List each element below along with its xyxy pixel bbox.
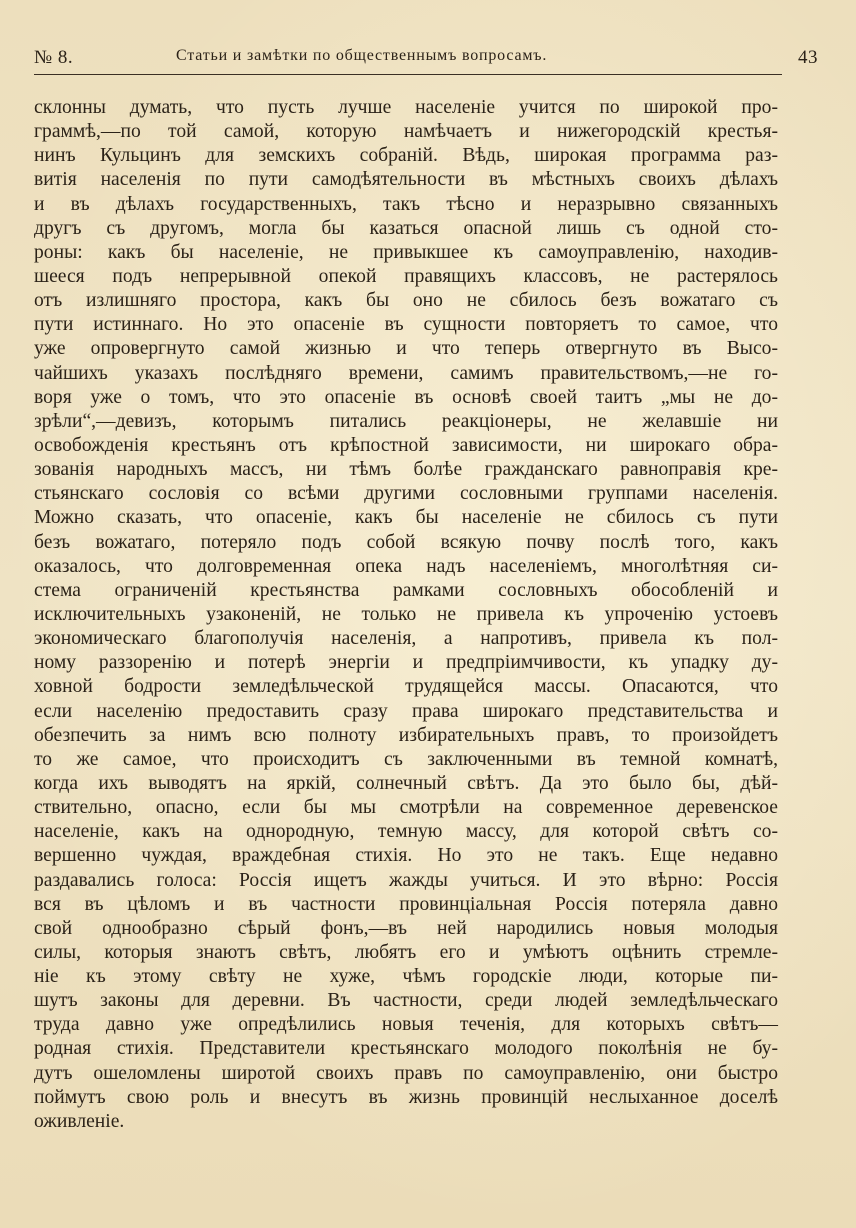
text-line: вершенно чуждая, враждебная стихія. Но это не такъ. Еще недавно [34,845,778,867]
text-line: ствительно, опасно, если бы мы смотрѣли на современное деревенское [34,797,778,819]
text-line: пути истиннаго. Но это опасеніе въ сущности повторяетъ то самое, что [34,314,778,336]
text-line: освобожденія крестьянъ отъ крѣпостной зависимости, ни широкаго обра- [34,434,778,456]
body-text [34,96,778,1134]
text-line: чайшихъ указахъ послѣдняго времени, самимъ правительствомъ,—не го- [34,362,778,384]
text-line: экономическаго благополучія населенія, а напротивъ, привела къ пол- [34,628,778,650]
running-header [34,44,818,75]
text-line: оживленіе. [34,1110,125,1132]
text-line: обезпечить за нимъ всю полноту избирательныхъ правъ, то произойдетъ [34,724,778,746]
text-line: граммѣ,—по той самой, которую намѣчаетъ и нижегородскій крестья- [34,121,778,143]
text-line: стема ограниченій крестьянства рамками сословныхъ обособленій и [34,579,778,601]
text-line: другъ съ другомъ, могла бы казаться опасной лишь съ одной сто- [34,217,778,239]
text-line: стьянскаго сословія со всѣми другими сословными группами населенія. [34,483,778,505]
issue-number: № 8. [34,47,74,68]
text-line: витія населенія по пути самодѣятельности въ мѣстныхъ своихъ дѣлахъ [34,169,778,191]
text-line: уже опровергнуто самой жизнью и что теперь отвергнуто въ Высо- [34,338,778,360]
page-number: 43 [798,47,818,68]
text-line: если населенію предоставить сразу права широкаго представительства и [34,700,778,722]
text-line: роны: какъ бы населеніе, не привыкшее къ самоуправленію, находив- [34,241,778,263]
text-line: поймутъ свою роль и внесутъ въ жизнь провинцій неслыханное доселѣ [34,1086,778,1108]
text-line: ніе къ этому свѣту не хуже, чѣмъ городскіе люди, которые пи- [34,966,778,988]
section-title: Статьи и замѣтки по общественнымъ вопросамъ. [176,47,548,64]
text-line: оказалось, что долговременная опека надъ населеніемъ, многолѣтняя си- [34,555,778,577]
text-line: труда давно уже опредѣлились новыя теченія, для которыхъ свѣтъ— [34,1014,778,1036]
text-line: когда ихъ выводятъ на яркій, солнечный свѣтъ. Да это было бы, дѣй- [34,772,778,794]
text-line: шееся подъ непрерывной опекой правящихъ классовъ, не растерялось [34,265,778,287]
text-line: ному раззоренію и потерѣ энергіи и предпріимчивости, къ упадку ду- [34,652,778,674]
text-line: силы, которыя знаютъ свѣтъ, любятъ его и умѣютъ оцѣнить стремле- [34,941,778,963]
text-line: исключительныхъ узаконеній, не только не привела къ упроченію устоевъ [34,603,778,625]
text-line: дутъ ошеломлены широтой своихъ правъ по самоуправленію, они быстро [34,1062,778,1084]
text-line: родная стихія. Представители крестьянскаго молодого поколѣнія не бу- [34,1038,778,1060]
text-line: ховной бодрости земледѣльческой трудящейся массы. Опасаются, что [34,676,778,698]
text-line: вся въ цѣломъ и въ частности провинціальная Россія потеряла давно [34,893,778,915]
text-line: свой однообразно сѣрый фонъ,—въ ней народились новыя молодыя [34,917,778,939]
text-line: зрѣли“,—девизъ, которымъ питались реакціонеры, не желавшіе ни [34,410,778,432]
text-line: то же самое, что происходитъ съ заключенными въ темной комнатѣ, [34,748,778,770]
text-line: склонны думать, что пусть лучше населеніе учится по широкой про- [34,97,778,118]
text-line: населеніе, какъ на однородную, темную массу, для которой свѣтъ со- [34,821,778,843]
text-line: раздавались голоса: Россія ищетъ жажды учиться. И это вѣрно: Россія [34,869,778,891]
text-line: зованія народныхъ массъ, ни тѣмъ болѣе гражданскаго равноправія кре- [34,459,778,481]
text-line: нинъ Кульцинъ для земскихъ собраній. Вѣдь, широкая программа раз- [34,145,778,167]
text-line: Можно сказать, что опасеніе, какъ бы населеніе не сбилось съ пути [34,507,778,529]
text-line: воря уже о томъ, что это опасеніе въ основѣ своей таитъ „мы не до- [34,386,778,408]
text-line: и въ дѣлахъ государственныхъ, такъ тѣсно и неразрывно связанныхъ [34,193,778,215]
text-line: шутъ законы для деревни. Въ частности, среди людей земледѣльческаго [34,990,778,1012]
text-line: безъ вожатаго, потеряло подъ собой всякую почву послѣ того, какъ [34,531,778,553]
text-line: отъ излишняго простора, какъ бы оно не сбилось безъ вожатаго съ [34,290,778,312]
